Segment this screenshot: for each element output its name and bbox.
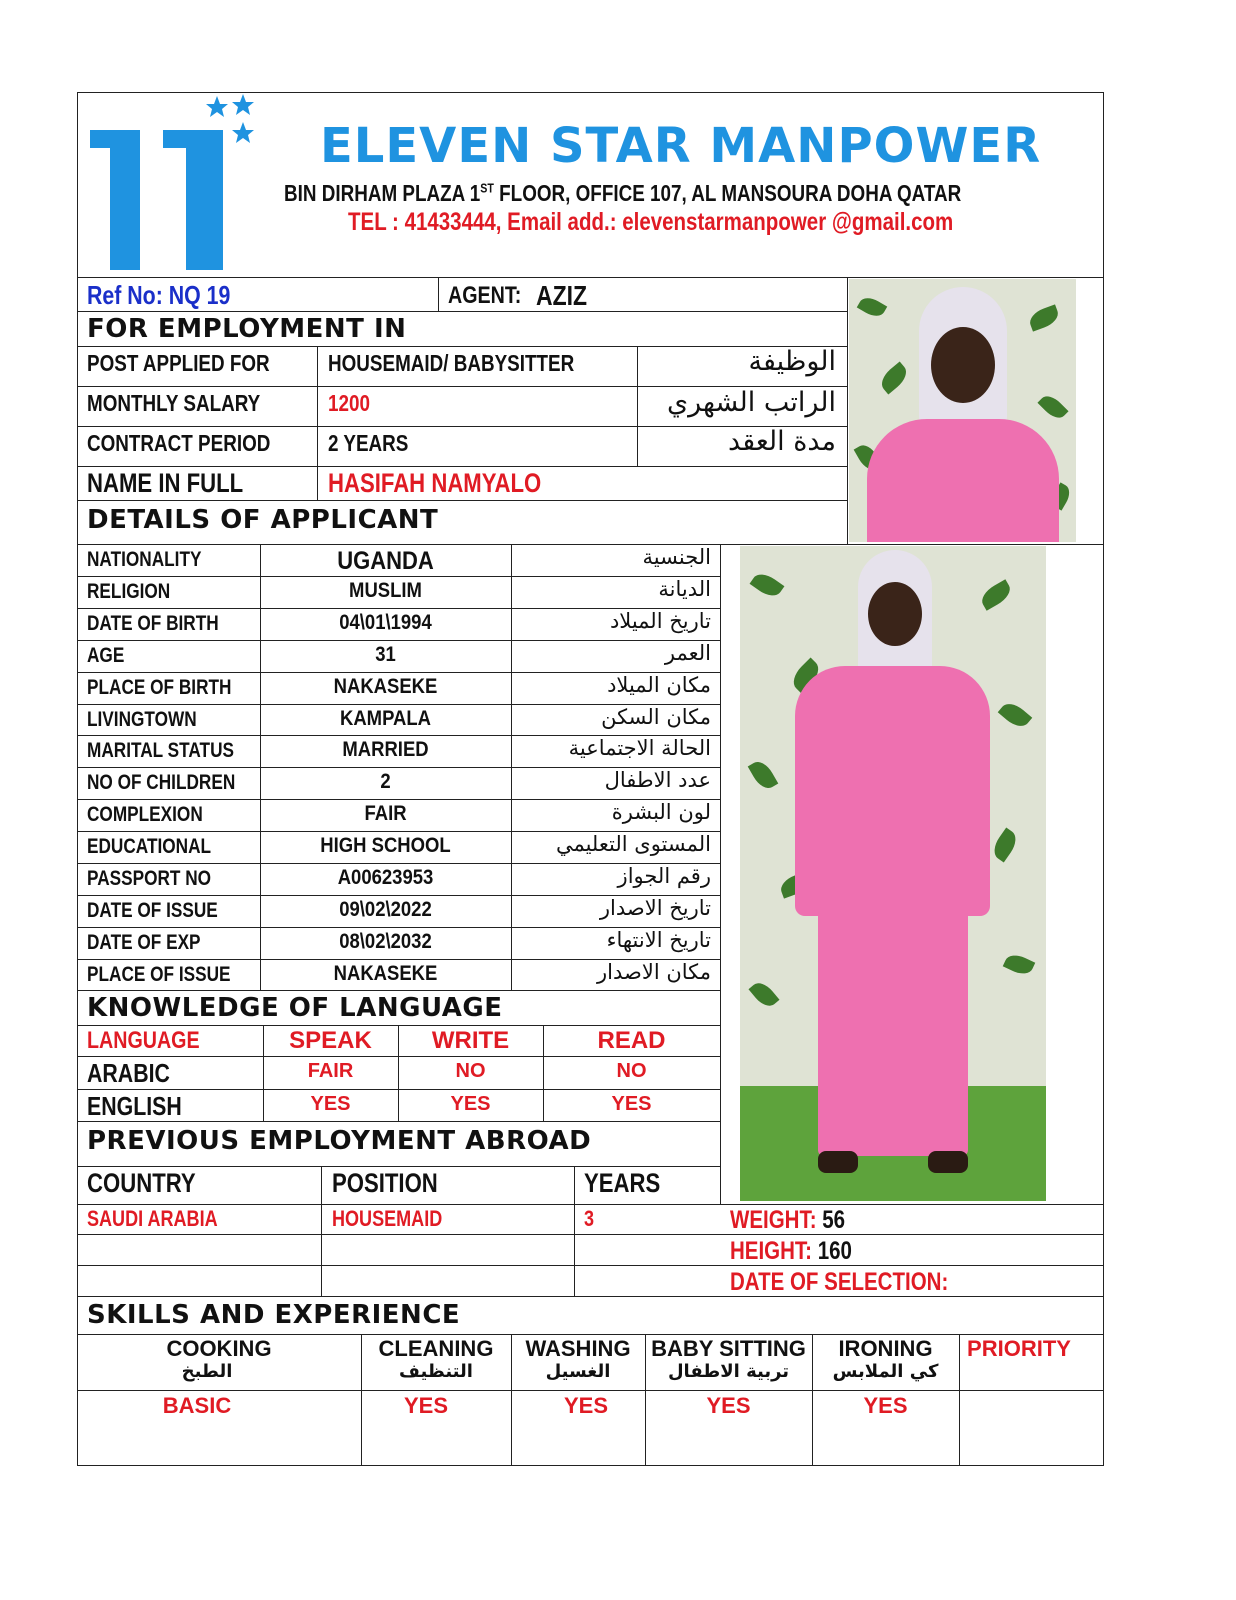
language-header-write: WRITE xyxy=(431,1027,510,1054)
details-arabic: الديانة xyxy=(658,576,711,601)
details-row-divider xyxy=(77,704,720,705)
language-header-language: LANGUAGE xyxy=(87,1027,200,1054)
applicant-name: HASIFAH NAMYALO xyxy=(328,468,542,498)
details-value: NAKASEKE xyxy=(333,961,438,985)
details-label: RELIGION xyxy=(87,579,171,603)
previous-section-title: PREVIOUS EMPLOYMENT ABROAD xyxy=(87,1126,592,1156)
star-icon xyxy=(206,96,228,117)
language-section-title: KNOWLEDGE OF LANGUAGE xyxy=(87,993,503,1023)
details-arabic: الجنسية xyxy=(642,545,711,569)
company-logo xyxy=(86,92,261,274)
height-field: HEIGHT: 160 xyxy=(730,1237,852,1265)
details-arabic: لون البشرة xyxy=(611,800,711,825)
details-row-divider xyxy=(77,672,720,673)
details-label: COMPLEXION xyxy=(87,803,203,827)
details-value: KAMPALA xyxy=(339,706,432,730)
applicant-photo-full xyxy=(740,546,1046,1201)
details-label: PLACE OF ISSUE xyxy=(87,962,231,986)
details-value: MARRIED xyxy=(342,738,429,762)
date-of-selection-label: DATE OF SELECTION: xyxy=(730,1268,949,1296)
details-row-divider xyxy=(77,799,720,800)
company-address: BIN DIRHAM PLAZA 1ST FLOOR, OFFICE 107, AL MANSOURA DOHA QATAR xyxy=(284,180,962,206)
details-label: DATE OF ISSUE xyxy=(87,898,218,922)
details-label: NO OF CHILDREN xyxy=(87,771,236,795)
details-row-divider xyxy=(77,640,720,641)
details-value: 09\02\2022 xyxy=(339,897,432,921)
details-value: NAKASEKE xyxy=(333,674,438,698)
company-name: ELEVEN STAR MANPOWER xyxy=(320,118,1042,174)
star-icon xyxy=(232,122,254,143)
details-value: MUSLIM xyxy=(349,578,422,602)
details-label: DATE OF BIRTH xyxy=(87,611,219,635)
weight-field: WEIGHT: 56 xyxy=(730,1206,846,1234)
details-row-divider xyxy=(77,927,720,928)
details-row-divider xyxy=(77,735,720,736)
details-arabic: العمر xyxy=(664,640,711,665)
details-row-divider xyxy=(77,831,720,832)
language-header-read: READ xyxy=(597,1027,666,1054)
details-row-divider xyxy=(77,959,720,960)
details-value: 04\01\1994 xyxy=(339,610,432,634)
ref-number: Ref No: NQ 19 xyxy=(87,280,231,310)
details-value: FAIR xyxy=(364,802,407,826)
agent-value: AZIZ xyxy=(536,280,588,311)
skills-section-title: SKILLS AND EXPERIENCE xyxy=(87,1300,461,1330)
details-label: PLACE OF BIRTH xyxy=(87,675,232,699)
details-arabic: مكان الاصدار xyxy=(597,959,711,984)
details-value: UGANDA xyxy=(337,547,434,575)
details-label: MARITAL STATUS xyxy=(87,739,234,763)
details-arabic: تاريخ الاصدار xyxy=(599,895,711,920)
details-row-divider xyxy=(77,576,720,577)
company-contact: TEL : 41433444, Email add.: elevenstarmanpower @gmail.com xyxy=(348,208,954,236)
agent-label: AGENT: xyxy=(448,282,522,309)
details-row-divider xyxy=(77,767,720,768)
language-header-speak: SPEAK xyxy=(289,1027,372,1054)
name-label: NAME IN FULL xyxy=(87,468,244,498)
priority-label: PRIORITY xyxy=(967,1336,1071,1361)
details-value: 31 xyxy=(375,642,396,666)
previous-header-position: POSITION xyxy=(332,1168,438,1198)
star-icon xyxy=(232,94,254,115)
details-arabic: المستوى التعليمي xyxy=(555,832,711,857)
details-arabic: عدد الاطفال xyxy=(604,768,711,793)
details-row-divider xyxy=(77,895,720,896)
details-row-divider xyxy=(77,863,720,864)
details-value: 2 xyxy=(380,770,391,794)
details-arabic: تاريخ الميلاد xyxy=(609,608,711,633)
details-row-divider xyxy=(77,608,720,609)
details-value: 08\02\2032 xyxy=(339,929,432,953)
details-section-title: DETAILS OF APPLICANT xyxy=(87,505,439,535)
details-label: NATIONALITY xyxy=(87,548,202,571)
details-arabic: مكان الميلاد xyxy=(607,672,711,697)
details-arabic: تاريخ الانتهاء xyxy=(606,927,711,952)
details-arabic: مكان السكن xyxy=(601,704,711,729)
applicant-photo-portrait xyxy=(849,279,1076,542)
details-label: AGE xyxy=(87,643,125,667)
details-label: DATE OF EXP xyxy=(87,930,201,954)
details-value: A00623953 xyxy=(337,866,434,889)
details-label: EDUCATIONAL xyxy=(87,835,212,859)
details-label: PASSPORT NO xyxy=(87,867,212,890)
details-arabic: الحالة الاجتماعية xyxy=(568,736,711,761)
previous-header-years: YEARS xyxy=(584,1168,661,1198)
previous-header-country: COUNTRY xyxy=(87,1168,196,1198)
details-label: LIVINGTOWN xyxy=(87,707,197,731)
employment-section-title: FOR EMPLOYMENT IN xyxy=(87,314,407,344)
details-arabic: رقم الجواز xyxy=(617,864,711,888)
details-value: HIGH SCHOOL xyxy=(320,834,451,858)
